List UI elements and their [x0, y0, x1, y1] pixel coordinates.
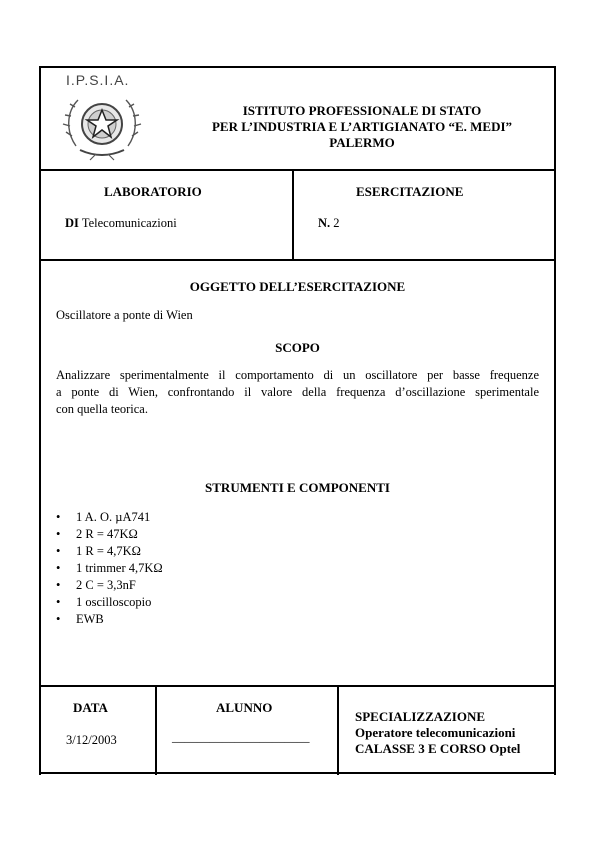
- lab-line: [65, 216, 177, 231]
- frame-bottom-border: [39, 772, 556, 774]
- emblem-icon: [62, 88, 142, 164]
- list-item: • EWB: [56, 612, 104, 626]
- number-prefix: N.: [318, 216, 331, 230]
- date-value: 3/12/2003: [66, 733, 117, 747]
- date-label: DATA: [73, 700, 108, 715]
- scope-line-3: con quella teorica.: [56, 402, 148, 416]
- institute-title-line2: PER L’INDUSTRIA E L’ARTIGIANATO “E. MEDI”: [211, 119, 513, 134]
- school-logo: [62, 72, 142, 164]
- bullet-icon: •: [56, 544, 61, 558]
- object-heading: OGGETTO DELL’ESERCITAZIONE: [189, 279, 406, 294]
- specialization-line-1: Operatore telecomunicazioni: [355, 725, 516, 740]
- info-divider: [39, 259, 556, 261]
- header-divider: [39, 169, 556, 171]
- list-item: • 2 R = 47KΩ: [56, 527, 138, 541]
- footer-column-divider-1: [155, 685, 157, 775]
- lab-value: Telecomunicazioni: [81, 216, 177, 230]
- list-item: • 2 C = 3,3nF: [56, 578, 136, 592]
- scope-line-2: a ponte di Wien, confrontando il valore della frequenza d’oscillazione sperimentale: [56, 385, 539, 399]
- list-item: • 1 A. O. µA741: [56, 510, 151, 524]
- bullet-icon: •: [56, 527, 61, 541]
- lab-label: LABORATORIO: [104, 184, 202, 199]
- exercise-label: ESERCITAZIONE: [356, 184, 464, 199]
- bullet-icon: •: [56, 612, 61, 626]
- footer-top-divider: [39, 685, 556, 687]
- specialization-line-2: CALASSE 3 E CORSO Optel: [355, 741, 521, 756]
- bullet-icon: •: [56, 561, 61, 575]
- frame-top-border: [39, 66, 556, 68]
- info-column-divider: [292, 169, 294, 261]
- lab-prefix: DI: [65, 216, 79, 230]
- scope-heading: SCOPO: [275, 340, 320, 355]
- bullet-icon: •: [56, 595, 61, 609]
- scope-line-1: Analizzare sperimentalmente il comportamento di un oscillatore per basse frequenze: [56, 368, 539, 382]
- frame-right-border: [554, 66, 556, 775]
- tools-list: [56, 509, 163, 628]
- frame-left-border: [39, 66, 41, 775]
- list-item: • 1 trimmer 4,7KΩ: [56, 561, 163, 575]
- exercise-number-line: [318, 216, 340, 231]
- student-label: ALUNNO: [216, 700, 273, 715]
- list-item: • 1 oscilloscopio: [56, 595, 152, 609]
- footer-column-divider-2: [337, 685, 339, 775]
- institute-city: PALERMO: [329, 135, 395, 150]
- bullet-icon: •: [56, 510, 61, 524]
- number-value: 2: [333, 216, 340, 230]
- object-text: Oscillatore a ponte di Wien: [56, 308, 193, 322]
- bullet-icon: •: [56, 578, 61, 592]
- student-name-line: ______________________: [172, 730, 310, 744]
- list-item: • 1 R = 4,7KΩ: [56, 544, 141, 558]
- specialization-label: SPECIALIZZAZIONE: [355, 709, 486, 724]
- tools-heading: STRUMENTI E COMPONENTI: [205, 480, 390, 495]
- logo-text: I.P.S.I.A.: [66, 72, 130, 88]
- institute-title-line1: ISTITUTO PROFESSIONALE DI STATO: [242, 103, 482, 118]
